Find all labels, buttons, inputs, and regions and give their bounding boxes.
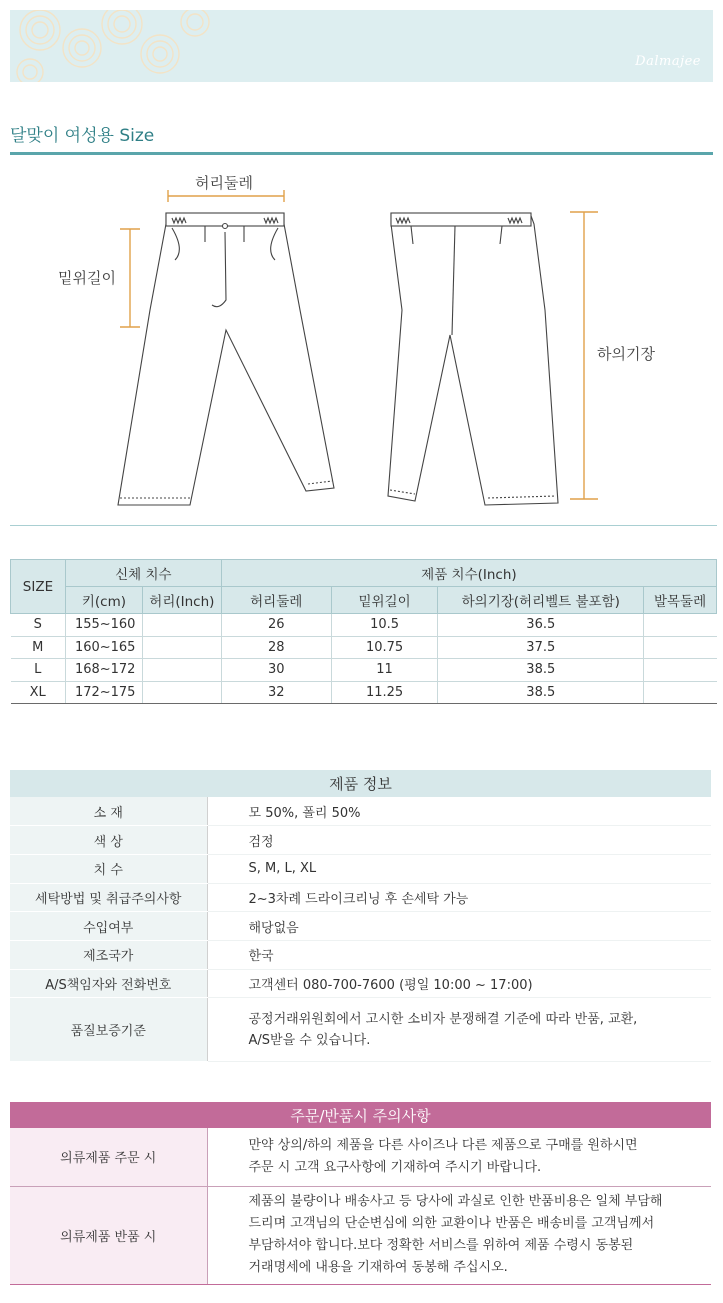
info-value	[207, 998, 711, 1062]
info-row-warranty	[10, 998, 711, 1062]
length-cell: 36.5	[438, 614, 644, 637]
info-row-as-contact	[10, 969, 711, 998]
product-info-title: 제품 정보	[10, 770, 711, 797]
ankle-cell	[644, 659, 717, 682]
pants-size-diagram	[0, 160, 723, 520]
waist-column-header: 허리둘레	[221, 587, 331, 614]
rise-cell: 10.5	[331, 614, 438, 637]
length-cell: 38.5	[438, 681, 644, 704]
brand-logo: Dalmajee	[635, 54, 701, 69]
table-row	[11, 614, 717, 637]
info-row-material	[10, 797, 711, 826]
info-key: 소 재	[10, 797, 207, 826]
info-row-size	[10, 854, 711, 883]
info-value: 한국	[207, 940, 711, 969]
front-pants	[118, 213, 334, 505]
size-cell: XL	[11, 681, 66, 704]
notice-row-order	[10, 1128, 711, 1186]
info-row-care	[10, 883, 711, 912]
info-key: 색 상	[10, 826, 207, 855]
ankle-cell	[644, 636, 717, 659]
size-cell: L	[11, 659, 66, 682]
title-divider	[10, 152, 713, 155]
notice-line: 주문 시 고객 요구사항에 기재하여 주시기 바랍니다.	[248, 1159, 542, 1175]
notice-line: 부담하셔야 합니다.보다 정확한 서비스를 위하여 제품 수령시 동봉된	[248, 1238, 634, 1253]
notice-value	[207, 1128, 711, 1186]
height-cell: 155~160	[65, 614, 142, 637]
diagram-divider	[10, 525, 717, 526]
height-column-header: 키(cm)	[65, 587, 142, 614]
height-cell: 172~175	[65, 681, 142, 704]
table-row	[11, 636, 717, 659]
product-size-header: 제품 치수(Inch)	[221, 560, 716, 587]
notice-line: 드리며 고객님의 단순변심에 의한 교환이나 반품은 배송비를 고객님께서	[248, 1216, 655, 1231]
table-row	[11, 681, 717, 704]
info-value: 모 50%, 폴리 50%	[207, 797, 711, 826]
info-key: 제조국가	[10, 940, 207, 969]
back-pants	[388, 213, 558, 505]
length-column-header: 하의기장(허리벨트 불포함)	[438, 587, 644, 614]
notice-title: 주문/반품시 주의사항	[10, 1102, 711, 1128]
info-row-color	[10, 826, 711, 855]
length-cell: 37.5	[438, 636, 644, 659]
notice-key: 의류제품 주문 시	[10, 1128, 207, 1186]
info-key: 품질보증기준	[10, 998, 207, 1062]
size-column-header: SIZE	[11, 560, 66, 614]
table-row	[11, 659, 717, 682]
info-key: 세탁방법 및 취급주의사항	[10, 883, 207, 912]
size-table	[10, 559, 717, 704]
info-value: 검정	[207, 826, 711, 855]
info-key: 치 수	[10, 854, 207, 883]
ankle-cell	[644, 681, 717, 704]
info-value-line: A/S받을 수 있습니다.	[248, 1032, 371, 1048]
length-cell: 38.5	[438, 659, 644, 682]
pants-illustration	[0, 160, 723, 520]
rise-cell: 11.25	[331, 681, 438, 704]
order-return-notice-table	[10, 1102, 711, 1285]
height-cell: 168~172	[65, 659, 142, 682]
ankle-cell	[644, 614, 717, 637]
info-value: 2~3차례 드라이크리닝 후 손세탁 가능	[207, 883, 711, 912]
info-row-country	[10, 940, 711, 969]
rise-label: 밑위길이	[58, 269, 116, 287]
top-banner	[10, 10, 713, 82]
info-value-line: 공정거래위원회에서 고시한 소비자 분쟁해결 기준에 따라 반품, 교환,	[248, 1011, 638, 1027]
swirl-pattern	[10, 10, 210, 82]
waist-cell: 26	[221, 614, 331, 637]
info-key: 수입여부	[10, 912, 207, 941]
notice-line: 제품의 불량이나 배송사고 등 당사에 과실로 인한 반품비용은 일체 부담해	[248, 1194, 663, 1209]
rise-cell: 11	[331, 659, 438, 682]
notice-key: 의류제품 반품 시	[10, 1186, 207, 1284]
waist-cell: 28	[221, 636, 331, 659]
height-cell: 160~165	[65, 636, 142, 659]
waist-inch-cell	[142, 659, 221, 682]
waist-inch-cell	[142, 681, 221, 704]
waist-label: 허리둘레	[195, 174, 253, 192]
length-label: 하의기장	[597, 345, 655, 363]
notice-line: 거래명세에 내용을 기재하여 동봉해 주십시오.	[248, 1260, 508, 1275]
info-value: S, M, L, XL	[207, 854, 711, 883]
product-info-table	[10, 770, 711, 1062]
rise-cell: 10.75	[331, 636, 438, 659]
rise-column-header: 밑위길이	[331, 587, 438, 614]
info-value: 고객센터 080-700-7600 (평일 10:00 ~ 17:00)	[207, 969, 711, 998]
notice-value	[207, 1186, 711, 1284]
waist-inch-column-header: 허리(Inch)	[142, 587, 221, 614]
waist-cell: 32	[221, 681, 331, 704]
size-cell: M	[11, 636, 66, 659]
size-cell: S	[11, 614, 66, 637]
info-value: 해당없음	[207, 912, 711, 941]
page-title: 달맞이 여성용 Size	[10, 126, 155, 146]
notice-row-return	[10, 1186, 711, 1284]
info-key: A/S책임자와 전화번호	[10, 969, 207, 998]
info-row-import	[10, 912, 711, 941]
waist-cell: 30	[221, 659, 331, 682]
body-size-header: 신체 치수	[65, 560, 221, 587]
waist-inch-cell	[142, 614, 221, 637]
notice-line: 만약 상의/하의 제품을 다른 사이즈나 다른 제품으로 구매를 원하시면	[248, 1137, 638, 1153]
ankle-column-header: 발목둘레	[644, 587, 717, 614]
waist-inch-cell	[142, 636, 221, 659]
